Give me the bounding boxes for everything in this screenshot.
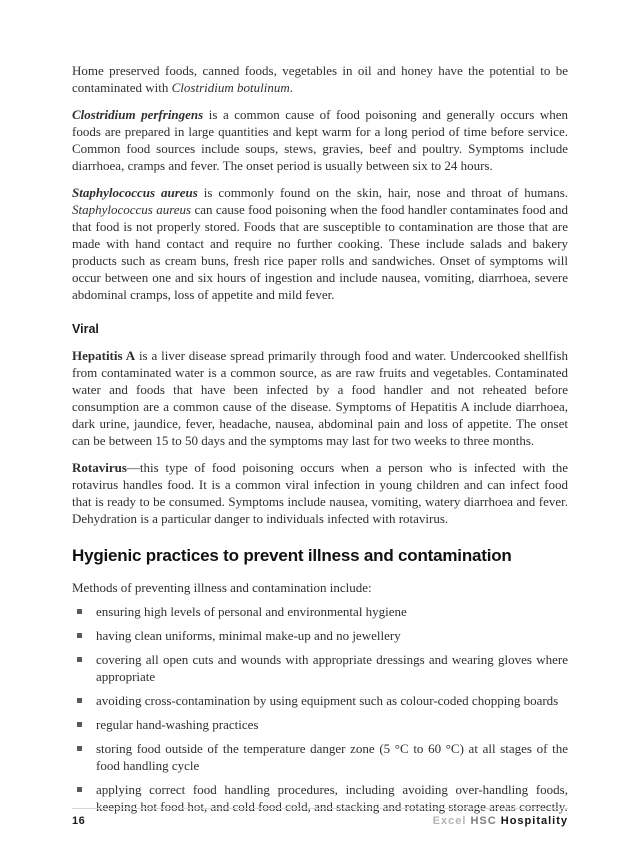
term-staphylococcus-aureus: Staphylococcus aureus	[72, 185, 198, 200]
list-item	[72, 716, 568, 733]
page-footer	[72, 808, 568, 827]
subheading-viral: Viral	[72, 322, 99, 336]
text-segment: Home preserved foods, canned foods, vegetables in oil and honey have the potential to be contaminated with	[72, 63, 568, 95]
term-staphylococcus-aureus-italic: Staphylococcus aureus	[72, 202, 192, 217]
list-item-text: having clean uniforms, minimal make-up and no jewellery	[96, 628, 401, 643]
book-title-hsc: HSC	[470, 815, 497, 827]
list-item-text: storing food outside of the temperature danger zone (5 °C to 60 °C) at all stages of the food handling cycle	[96, 741, 568, 773]
paragraph-clostridium-perfringens	[72, 106, 568, 174]
square-bullet-icon	[77, 633, 82, 638]
text-segment: is commonly found on the skin, hair, nose and throat of humans.	[197, 185, 569, 200]
term-clostridium-botulinum: Clostridium botulinum	[171, 80, 290, 95]
paragraph-staphylococcus	[72, 184, 568, 303]
hygiene-methods-list	[72, 603, 568, 815]
term-rotavirus: Rotavirus	[72, 460, 127, 475]
book-title-excel: Excel	[432, 815, 467, 827]
square-bullet-icon	[77, 787, 82, 792]
section-intro: Methods of preventing illness and contamination include:	[72, 580, 372, 595]
square-bullet-icon	[77, 722, 82, 727]
square-bullet-icon	[77, 698, 82, 703]
paragraph-hepatitis-a	[72, 347, 568, 449]
square-bullet-icon	[77, 746, 82, 751]
list-item-text: regular hand-washing practices	[96, 717, 259, 732]
book-title	[433, 815, 568, 827]
list-item	[72, 651, 568, 685]
list-item	[72, 692, 568, 709]
text-segment: is a common cause of food poisoning and generally occurs when foods are prepared in large quantities and kept warm for a long period of time before service. Common food sources include soups, stews, gravies, beef and poultry. Symptoms include diarrhoea, cramps and fever. The onset period is usually between six to 24 hours.	[72, 107, 568, 173]
list-item-text: avoiding cross-contamination by using equipment such as colour-coded chopping boards	[96, 693, 559, 708]
term-clostridium-perfringens: Clostridium perfringens	[72, 107, 204, 122]
list-item	[72, 603, 568, 620]
square-bullet-icon	[77, 609, 82, 614]
book-title-hospitality: Hospitality	[500, 815, 568, 827]
list-item-text: applying correct food handling procedures, including avoiding over-handling foods, keeping hot food hot, and cold food cold, and stacking and rotating storage areas correctly.	[96, 782, 568, 814]
square-bullet-icon	[77, 657, 82, 662]
paragraph-botulinum	[72, 62, 568, 96]
text-segment: is a liver disease spread primarily through food and water. Undercooked shellfish from contaminated water is a common source, as are raw fruits and vegetables. Contaminated water and foods that have been infected by a food handler and not reheated before consumption are a common cause of the disease. Symptoms of Hepatitis A include diarrhoea, dark urine, jaundice, fever, headache, nausea, abdominal pain and loss of appetite. The onset can be between 15 to 50 days and the symptoms may last for two weeks to three months.	[72, 348, 568, 448]
section-heading-hygienic-practices: Hygienic practices to prevent illness and contamination	[72, 546, 512, 565]
term-hepatitis-a: Hepatitis A	[72, 348, 136, 363]
list-item-text: ensuring high levels of personal and environmental hygiene	[96, 604, 407, 619]
text-segment: .	[289, 80, 293, 95]
text-segment: —this type of food poisoning occurs when a person who is infected with the rotavirus handles food. It is a common viral infection in young children and can infect food that is ready to be consumed. Symptoms include nausea, vomiting, watery diarrhoea and fever. Dehydration is a particular danger to individuals infected with rotavirus.	[72, 460, 568, 526]
paragraph-rotavirus	[72, 459, 568, 527]
list-item	[72, 627, 568, 644]
page-content	[72, 62, 568, 822]
list-item-text: covering all open cuts and wounds with appropriate dressings and wearing gloves where appropriate	[96, 652, 568, 684]
page-number: 16	[72, 815, 86, 827]
text-segment: can cause food poisoning when the food handler contaminates food and that food is not properly stored. Foods that are susceptible to contamination are those that are made with hand contact and require no further cooking. These include salads and bakery products such as cream buns, fresh rice paper rolls and sandwiches. Onset of symptoms will occur between one and six hours of ingestion and include nausea, vomiting, diarrhoea, severe abdominal cramps, loss of appetite and mild fever.	[72, 202, 568, 302]
list-item	[72, 740, 568, 774]
